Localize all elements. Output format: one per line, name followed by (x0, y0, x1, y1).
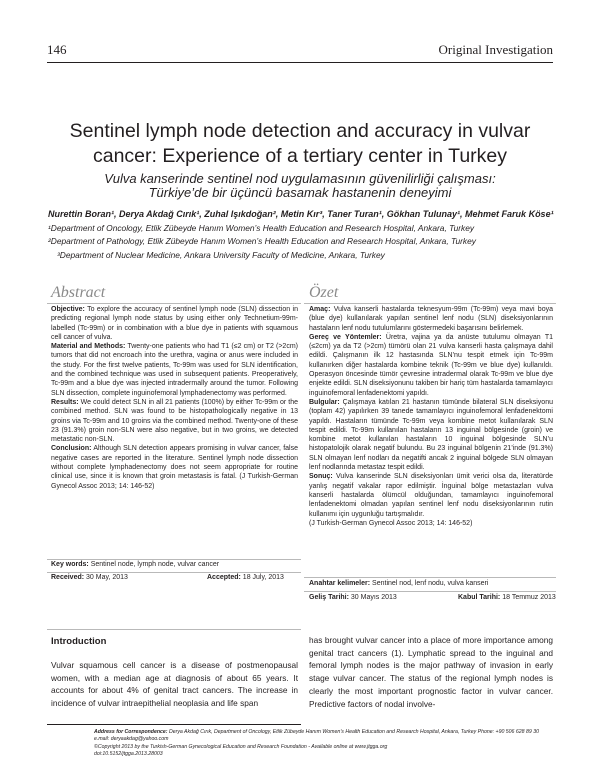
yontem-label: Gereç ve Yöntemler: (309, 333, 382, 341)
affiliation-3: ³Department of Nuclear Medicine, Ankara University Faculty of Medicine, Ankara, Turkey (57, 250, 385, 260)
page-number: 146 (47, 42, 67, 57)
abstract-conclusion (51, 444, 298, 490)
title-line-1: Sentinel lymph node detection and accuracy in vulvar (69, 120, 531, 142)
keywords-text: Sentinel node, lymph node, vulvar cancer (90, 561, 220, 568)
anahtar-text: Sentinel nod, lenf nodu, vulva kanseri (372, 580, 489, 587)
gelis-label: Geliş Tarihi: (309, 594, 349, 601)
abstract-en-body (51, 305, 298, 491)
methods-text: Twenty-one patients who had T1 (≤2 cm) or T2 (>2cm) tumors that did not encroach into the urethra, vagina or anus were included in the study. For the first twelve patients, Tc-99m was used for SLN identification, and the combined technique was used in subsequent patients. Preoperatively, Tc-99m and a blue dye was injected intradermally around the tumor. Following SLN dissection, complete inguinofemoral lymphadenectomy was performed. (51, 343, 298, 397)
accepted-date (207, 574, 284, 581)
objective-text: To explore the accuracy of sentinel lymph node (SLN) dissection in predicting regional lymph node status by using either only Technetium-99m-labelled (Tc-99m) or in combination with a blue dye in patients with squamous cell cancer of vulva. (51, 306, 298, 341)
abstract-objective (51, 305, 298, 342)
article-title (30, 119, 570, 169)
copyright: ©Copyright 2013 by the Turkish-German Gynecological Education and Research Foundation - Available online at www.jtgga.org (94, 743, 388, 750)
abstract-rule (47, 303, 301, 304)
introduction-heading: Introduction (51, 636, 107, 647)
ozet-rule (304, 303, 556, 304)
bulgular-label: Bulgular: (309, 398, 340, 406)
intro-right-column: has brought vulvar cancer into a place of more importance among genital tract cancers (1). Lymphatic spread to the inguinal and femoral lymph nodes is the major pathway of invasion in early stage vulvar cancer. The status of the regional lymph nodes is clearly the most important prognostic factor in vulvar cancer. Predictive factors of nodal involve- (309, 635, 553, 709)
keywords-tr (309, 580, 488, 587)
abstract-methods (51, 342, 298, 398)
keywords-rule-bottom (47, 572, 301, 573)
correspondence (94, 729, 540, 744)
yontem-text: Üretra, vajina ya da anüste tutulumu olmayan T1 (≤2cm) ya da T2 (>2cm) tümörü olan 21 vulva kanserli hasta çalışmaya dahil edildi. Çalışmanın ilk 12 hastasında SLN’nu tespit etmek için Tc-99m kullanırken diğer hastalarda kombine teknik (Tc-99m ve blue dye) kullanıldı. Operasyon öncesinde tümör çevresine intradermal olarak Tc-99m ve blue dye enjekte edildi. SLN diseksiyonunu takiben bir hariç tüm hastalarda tamamlayıcı inguinofemoral lenfadenektomi yapıldı. (309, 333, 553, 397)
received-label: Received: (51, 574, 85, 581)
footer-rule (47, 724, 301, 725)
received-date (51, 574, 128, 581)
running-header (47, 42, 553, 60)
article-subtitle (30, 172, 570, 200)
footer-note (94, 729, 540, 759)
title-line-2: cancer: Experience of a tertiary center in Turkey (92, 145, 508, 167)
gelis-date (309, 594, 397, 601)
bulgular-text: Çalışmaya katılan 21 hastanın tümünde bilateral SLN diseksiyonu (toplam 42) yapılırken 39 tanede tamamlayıcı inguinofemoral lenfadenektomi yapıldı. Hastaların tümünde Tc-99m veya kombine metot kullanılarak SLN tespit edildi. Tc-99m kullanılan hastaların 13 inguinal bölgesinde (groin) ve kombine metot kullanılan hastaların 10 inguinal bölgesinde SLN’u histopatolojik olarak negatif bulundu. Bu 23 inguinal bölgenin 21’inde (91.3%) SLN olmayan lenf nodları da negatifti ancak 2 inguinal bölgede SLN olmayan lenf nodlarında metastaz tespit edildi. (309, 398, 553, 472)
correspondence-label: Address for Correspondence: (94, 729, 168, 735)
keywords-label: Key words: (51, 561, 89, 568)
doi: doi:10.5152/jtgga.2013.28003 (94, 751, 163, 758)
keywords-en (51, 561, 219, 568)
affiliation-2: ²Department of Pathology, Etlik Zübeyde Hanım Women’s Health Education and Research Hospital, Ankara, Turkey (48, 236, 476, 246)
abstract-results (51, 398, 298, 444)
intro-rule (47, 629, 301, 630)
affiliation-1: ¹Department of Oncology, Etlik Zübeyde Hanım Women’s Health Education and Research Hospital, Ankara, Turkey (48, 223, 475, 233)
intro-left-column: Vulvar squamous cell cancer is a disease of postmenopausal women, with a median age at diagnosis of about 65 years. It accounts for about 4% of genital tract cancers. The increase in incidence of vulvar intraepithelial neoplasia and life span (51, 660, 298, 709)
objective-label: Objective: (51, 306, 85, 313)
ozet-yontem (309, 333, 553, 398)
conclusion-label: Conclusion: (51, 445, 92, 453)
amac-label: Amaç: (309, 306, 331, 313)
accepted-label: Accepted: (207, 574, 241, 581)
abstract-heading: Abstract (51, 284, 106, 301)
anahtar-rule-bottom (304, 591, 556, 592)
ozet-heading: Özet (309, 284, 339, 301)
sonuc-label: Sonuç: (309, 473, 333, 481)
abstract-tr-body (309, 305, 553, 528)
sonuc-text: Vulva kanserinde SLN diseksiyonları ümit verici olsa da, literatürde yanlış negatif vakalar rapor edilmiştir. İnguinal bölge metastazları vulva kanserli hastalarda ölümcül olduğundan, tamamlayıcı inguinofemoral lenfadenektomi olmadan yapılan sentinel lenf nodu diseksiyonlarının rutin kullanımı için uygunluğu tartışmalıdır. (309, 473, 553, 518)
methods-label: Material and Methods: (51, 343, 126, 351)
amac-text: Vulva kanserli hastalarda teknesyum-99m (Tc-99m) veya mavi boya (blue dye) kullanılarak yapılan sentinel lenf nodu (SLN) diseksiyonlarının hastaların lenf nodu tutulumlarını göstermedeki başarısını belirlemek. (309, 306, 553, 332)
kabul-label: Kabul Tarihi: (458, 594, 501, 601)
ozet-bulgular (309, 398, 553, 472)
anahtar-rule-top (304, 577, 556, 578)
ozet-sonuc (309, 472, 553, 518)
header-rule (47, 62, 553, 63)
anahtar-label: Anahtar kelimeler: (309, 580, 371, 587)
ozet-amac (309, 305, 553, 333)
results-text: We could detect SLN in all 21 patients (100%) by either Tc-99m or the combined method. SLN was found to be histopathologically negative in 13 groins via Tc-99m and 10 groins via the combined method. Twenty-one of these 23 (91.3%) groin non-SLN were also negative, but in two groins, we detected metastatic non-SLN. (51, 398, 298, 444)
author-list: Nurettin Boran¹, Derya Akdağ Cırık¹, Zuhal Işıkdoğan², Metin Kır³, Taner Turan¹, Gökhan Tulunay¹, Mehmet Faruk Köse¹ (48, 209, 554, 219)
subtitle-line-2: Türkiye’de bir üçüncü basamak hastanenin deneyimi (148, 185, 452, 200)
kabul-value: 18 Temmuz 2013 (502, 594, 556, 601)
gelis-value: 30 Mayıs 2013 (350, 594, 397, 601)
subtitle-line-1: Vulva kanserinde sentinel nod uygulamasının güvenilirliği çalışması: (104, 171, 496, 186)
kabul-date (458, 594, 556, 601)
correspondence-text: Derya Akdağ Cırık, Department of Oncology, Etlik Zübeyde Hanım Women’s Health Education and Research Hospital, Ankara, Turkey Phone: +90 506 628 89 30 e.mail: deryaakdag@yahoo.com (94, 729, 539, 743)
accepted-value: 18 July, 2013 (242, 574, 284, 581)
conclusion-text: Although SLN detection appears promising in vulvar cancer, false negative cases are reported in the literature. Sentinel lymph node dissection without complete lymphadenectomy does not seem appropriate for routine clinical use, since it is known that groin metastasis is fatal. (J Turkish-German Gynecol Assoc 2013; 14: 146-52) (51, 445, 298, 490)
keywords-rule-top (47, 559, 301, 560)
section-label: Original Investigation (438, 42, 553, 57)
ozet-citation: (J Turkish-German Gynecol Assoc 2013; 14: 146-52) (309, 519, 473, 527)
results-label: Results: (51, 398, 79, 406)
received-value: 30 May, 2013 (86, 574, 128, 581)
